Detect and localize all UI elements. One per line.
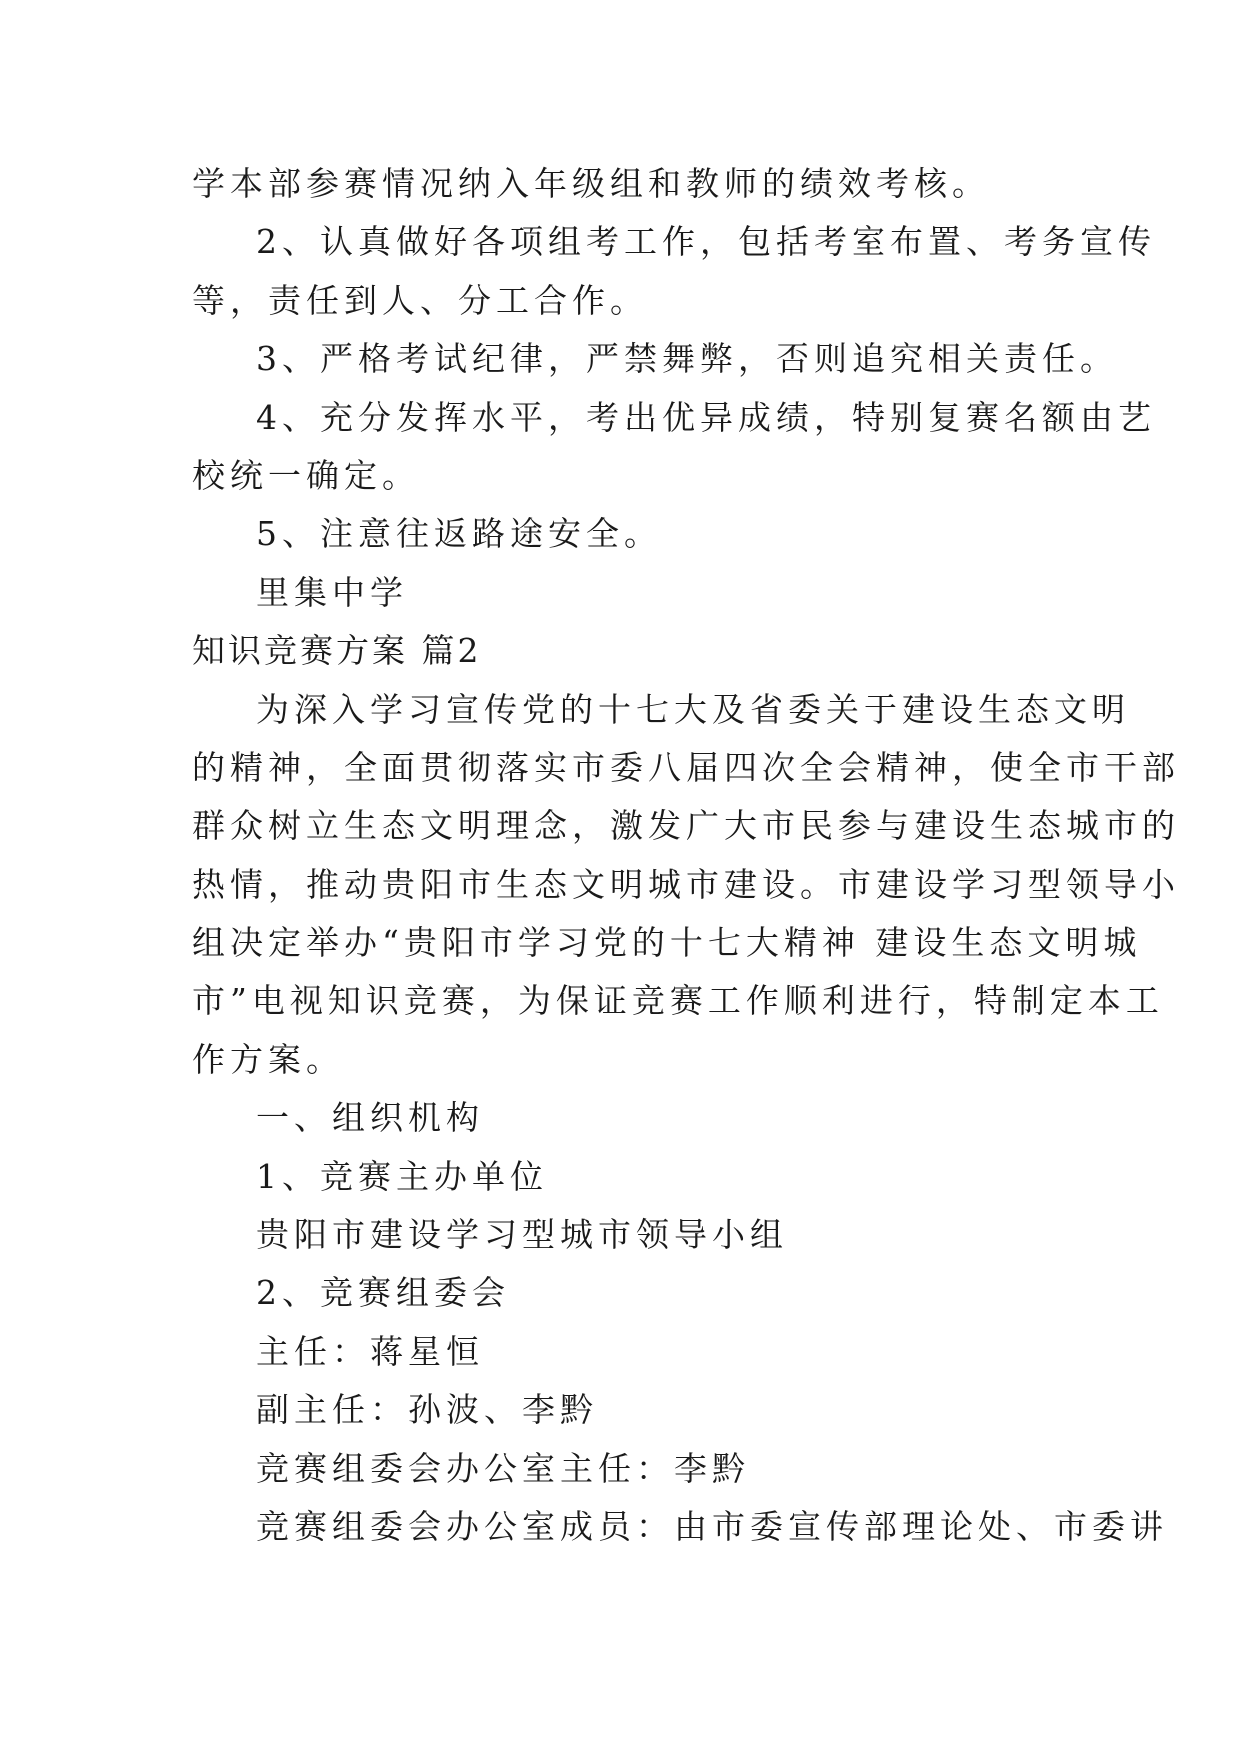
section-heading: 知识竞赛方案 篇2 [192, 631, 482, 671]
text-line: 竞赛组委会办公室主任：李黔 [256, 1448, 750, 1488]
text-line: 5、注意往返路途安全。 [256, 514, 662, 554]
text-line: 等，责任到人、分工合作。 [192, 280, 648, 320]
text-line: 组决定举办“贵阳市学习党的十七大精神 建设生态文明城 [192, 923, 1142, 963]
text-line: 2、认真做好各项组考工作，包括考室布置、考务宣传 [256, 222, 1156, 262]
signature-line: 里集中学 [256, 572, 408, 612]
text-line: 群众树立生态文明理念，激发广大市民参与建设生态城市的 [192, 806, 1180, 846]
text-line: 1、竞赛主办单位 [256, 1156, 548, 1196]
text-line: 副主任：孙波、李黔 [256, 1390, 598, 1430]
text-line: 校统一确定。 [192, 455, 420, 495]
text-line: 3、严格考试纪律，严禁舞弊，否则追究相关责任。 [256, 339, 1118, 379]
document-page [192, 155, 1180, 1556]
text-line: 竞赛组委会办公室成员：由市委宣传部理论处、市委讲 [256, 1506, 1168, 1546]
text-line: 为深入学习宣传党的十七大及省委关于建设生态文明 [256, 689, 1130, 729]
text-line: 4、充分发挥水平，考出优异成绩，特别复赛名额由艺 [256, 397, 1156, 437]
text-line: 热情，推动贵阳市生态文明城市建设。市建设学习型领导小 [192, 864, 1180, 904]
text-line: 的精神，全面贯彻落实市委八届四次全会精神，使全市干部 [192, 747, 1180, 787]
text-line: 贵阳市建设学习型城市领导小组 [256, 1215, 788, 1255]
text-line: 2、竞赛组委会 [256, 1273, 510, 1313]
text-line: 主任：蒋星恒 [256, 1331, 484, 1371]
text-line: 市”电视知识竞赛，为保证竞赛工作顺利进行，特制定本工 [192, 981, 1164, 1021]
text-line: 作方案。 [192, 1039, 344, 1079]
text-line: 一、组织机构 [256, 1098, 484, 1138]
text-line: 学本部参赛情况纳入年级组和教师的绩效考核。 [192, 164, 990, 203]
